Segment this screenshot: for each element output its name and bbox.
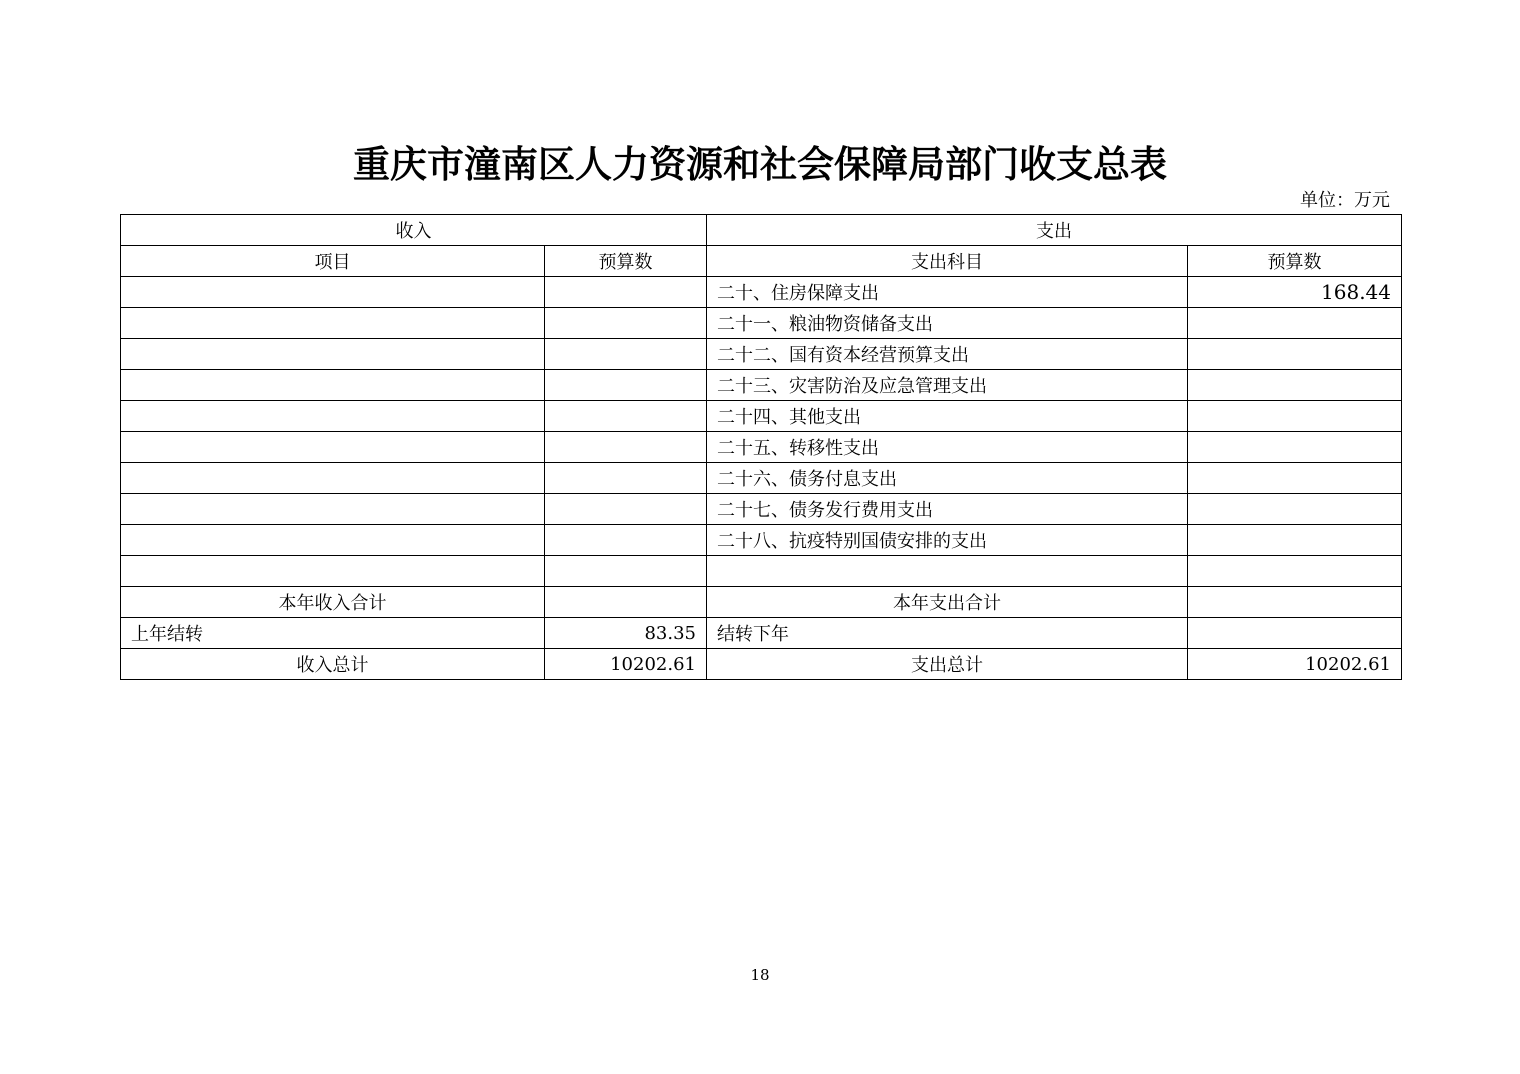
- income-item-cell: [121, 525, 545, 556]
- year-expense-total-label: 本年支出合计: [707, 587, 1188, 618]
- expense-amount-cell: [1188, 339, 1402, 370]
- income-amount-cell: [545, 370, 707, 401]
- carry-in-amount: 83.35: [545, 618, 707, 649]
- header-row-sub: [121, 246, 1402, 277]
- table-row: [121, 401, 1402, 432]
- expense-amount-cell: [1188, 525, 1402, 556]
- year-income-total-label: 本年收入合计: [121, 587, 545, 618]
- carry-in-label: 上年结转: [121, 618, 545, 649]
- expense-item-cell: 二十一、粮油物资储备支出: [707, 308, 1188, 339]
- table-row: [121, 494, 1402, 525]
- income-item-cell: [121, 308, 545, 339]
- carry-out-label: 结转下年: [707, 618, 1188, 649]
- table-row: [121, 277, 1402, 308]
- table-row: [121, 339, 1402, 370]
- income-amount-cell: [545, 525, 707, 556]
- expense-amount-cell: [1188, 432, 1402, 463]
- income-item-cell: [121, 401, 545, 432]
- header-row-top: [121, 215, 1402, 246]
- income-item-cell: [121, 463, 545, 494]
- income-item-cell: [121, 370, 545, 401]
- unit-label: 单位：万元: [1300, 190, 1390, 211]
- expense-item-cell: 二十七、债务发行费用支出: [707, 494, 1188, 525]
- expense-item-cell: 二十二、国有资本经营预算支出: [707, 339, 1188, 370]
- expense-grand-total-label: 支出总计: [707, 649, 1188, 680]
- year-expense-total-amount: [1188, 587, 1402, 618]
- income-amount-cell: [545, 432, 707, 463]
- year-total-row: [121, 587, 1402, 618]
- expense-item-cell: [707, 556, 1188, 587]
- income-amount-cell: [545, 556, 707, 587]
- expense-item-header: 支出科目: [707, 246, 1188, 277]
- expense-item-cell: 二十三、灾害防治及应急管理支出: [707, 370, 1188, 401]
- carry-row: [121, 618, 1402, 649]
- expense-amount-cell: [1188, 308, 1402, 339]
- income-item-cell: [121, 339, 545, 370]
- income-amount-cell: [545, 308, 707, 339]
- table-row: [121, 556, 1402, 587]
- expense-item-cell: 二十五、转移性支出: [707, 432, 1188, 463]
- expense-budget-header: 预算数: [1188, 246, 1402, 277]
- budget-table: [120, 214, 1402, 680]
- expense-amount-cell: 168.44: [1188, 277, 1402, 308]
- table-row: [121, 432, 1402, 463]
- expense-amount-cell: [1188, 463, 1402, 494]
- expense-amount-cell: [1188, 401, 1402, 432]
- carry-out-amount: [1188, 618, 1402, 649]
- income-amount-cell: [545, 463, 707, 494]
- income-item-cell: [121, 432, 545, 463]
- expense-item-cell: 二十八、抗疫特别国债安排的支出: [707, 525, 1188, 556]
- income-amount-cell: [545, 494, 707, 525]
- item-header: 项目: [121, 246, 545, 277]
- grand-total-row: [121, 649, 1402, 680]
- expense-amount-cell: [1188, 370, 1402, 401]
- income-header: 收入: [121, 215, 707, 246]
- page-title: 重庆市潼南区人力资源和社会保障局部门收支总表: [353, 143, 1167, 186]
- year-income-total-amount: [545, 587, 707, 618]
- income-item-cell: [121, 277, 545, 308]
- expense-item-cell: 二十六、债务付息支出: [707, 463, 1188, 494]
- expense-amount-cell: [1188, 556, 1402, 587]
- income-amount-cell: [545, 401, 707, 432]
- income-amount-cell: [545, 339, 707, 370]
- income-item-cell: [121, 556, 545, 587]
- table-row: [121, 370, 1402, 401]
- income-budget-header: 预算数: [545, 246, 707, 277]
- income-grand-total-label: 收入总计: [121, 649, 545, 680]
- income-amount-cell: [545, 277, 707, 308]
- income-item-cell: [121, 494, 545, 525]
- expense-grand-total-amount: 10202.61: [1188, 649, 1402, 680]
- table-row: [121, 463, 1402, 494]
- table-row: [121, 525, 1402, 556]
- table-row: [121, 308, 1402, 339]
- income-grand-total-amount: 10202.61: [545, 649, 707, 680]
- page-number: 18: [750, 966, 770, 984]
- expense-item-cell: 二十四、其他支出: [707, 401, 1188, 432]
- expense-header: 支出: [707, 215, 1402, 246]
- expense-amount-cell: [1188, 494, 1402, 525]
- expense-item-cell: 二十、住房保障支出: [707, 277, 1188, 308]
